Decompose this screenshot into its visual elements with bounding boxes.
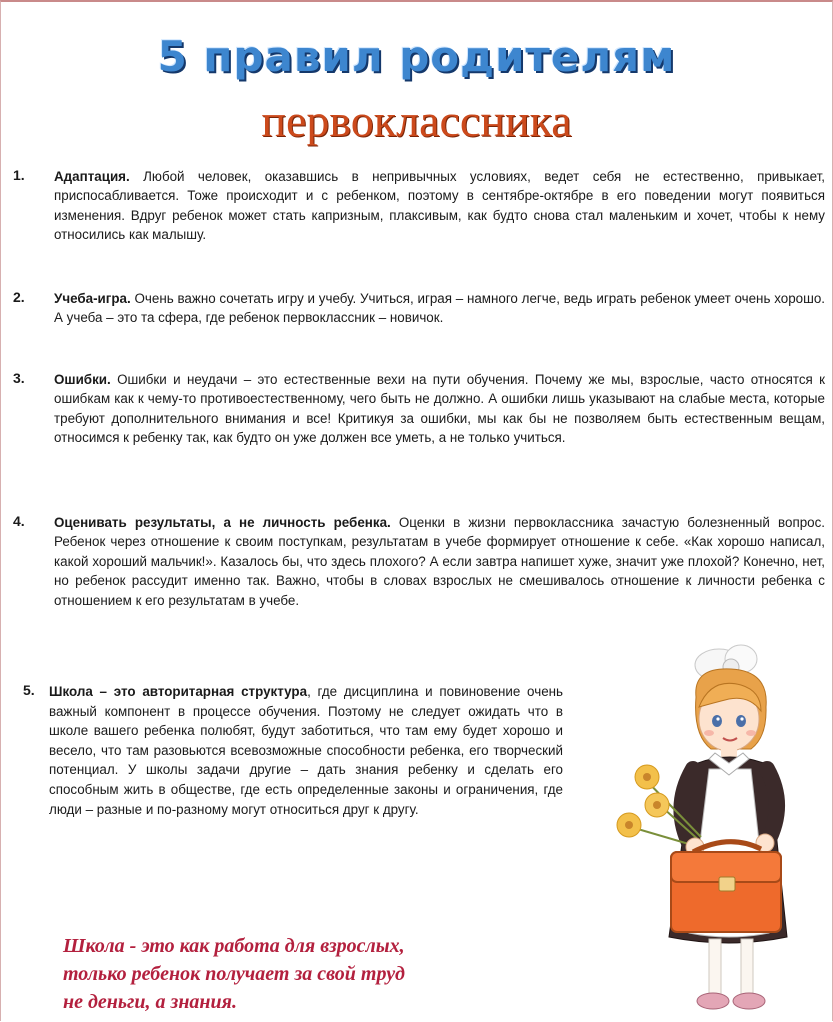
quote-line: только ребенок получает за свой труд <box>63 963 405 985</box>
rule-number: 1. <box>13 167 25 183</box>
rule-paragraph <box>54 289 825 328</box>
rule-heading: Школа – это авторитарная структура <box>49 684 308 699</box>
rule-heading: Учеба-игра. <box>54 291 131 306</box>
rule-number: 4. <box>13 513 25 529</box>
quote-line: не деньги, а знания. <box>63 991 237 1013</box>
rule-text: Любой человек, оказавшись в непривычных условиях, ведет себя не естественно, привыкает, приспосабливается. Тоже происходит и с ребенком, поэтому в сентябре-октябре в его поведении могут появиться изменения. Вдруг ребенок может стать капризным, плаксивым, как будто снова стал маленьким и хочет, чтобы к нему относились как малышу. <box>54 169 825 243</box>
title-line-2: первоклассника <box>261 95 572 146</box>
rule-number: 2. <box>13 289 25 305</box>
quote-line: Школа - это как работа для взрослых, <box>63 935 405 957</box>
rule-paragraph <box>54 513 825 610</box>
title-line-1: 5 правил родителям <box>157 32 676 81</box>
rule-text: , где дисциплина и повиновение очень важный компонент в процессе обучения. Поэтому не следует ожидать что в школе вашего ребенка полюбят, будут заботиться, что там ему будет хорошо и весело, что там разовьются всевозможные способности ребенка, его творческий потенциал. У школы задачи другие – дать знания ребенку и сделать его способным жить в обществе, где есть определенные законы и ограничения, где люди – разные и по-разному могут относиться друг к другу. <box>49 684 564 817</box>
schoolgirl-illustration <box>601 637 831 1022</box>
rule-heading: Оценивать результаты, а не личность ребенка. <box>54 515 391 530</box>
rule-text: Оценки в жизни первоклассника зачастую болезненный вопрос. Ребенок через отношение к своим поступкам, результатам в учебе формирует отношение к себе. «Как хорошо написал, какой хороший мальчик!». Казалось бы, что здесь плохого? А если завтра напишет хуже, значит уже плохой? Конечно, нет, но ребенок рассудит именно так. Важно, чтобы в словах взрослых не смешивалось отношение к личности ребенка с отношением к его результатам в учебе. <box>54 515 826 608</box>
rule-number: 3. <box>13 370 25 386</box>
satchel-icon <box>671 842 781 932</box>
rule-text: Ошибки и неудачи – это естественные вехи на пути обучения. Почему же мы, взрослые, часто относятся к ошибкам как к чему-то противоестественному, чего быть не должно. А ошибки лишь указывают на слабые места, которые требуют дополнительного внимания и все! Критикуя за ошибки, мы как бы не позволяем быть естественным вещам, относимся к ребенку так, как будто он уже должен все уметь, а не только учиться. <box>54 372 825 446</box>
rule-heading: Адаптация. <box>54 169 130 184</box>
rule-paragraph <box>54 370 825 448</box>
rule-paragraph <box>49 682 563 819</box>
rule-text: Очень важно сочетать игру и учебу. Учиться, играя – намного легче, ведь играть ребенок умеет очень хорошо. А учеба – это та сфера, где ребенок первоклассник – новичок. <box>54 291 825 326</box>
closing-quote <box>63 932 523 1016</box>
rule-heading: Ошибки. <box>54 372 111 387</box>
rule-number: 5. <box>23 682 35 698</box>
rule-paragraph <box>54 167 825 245</box>
